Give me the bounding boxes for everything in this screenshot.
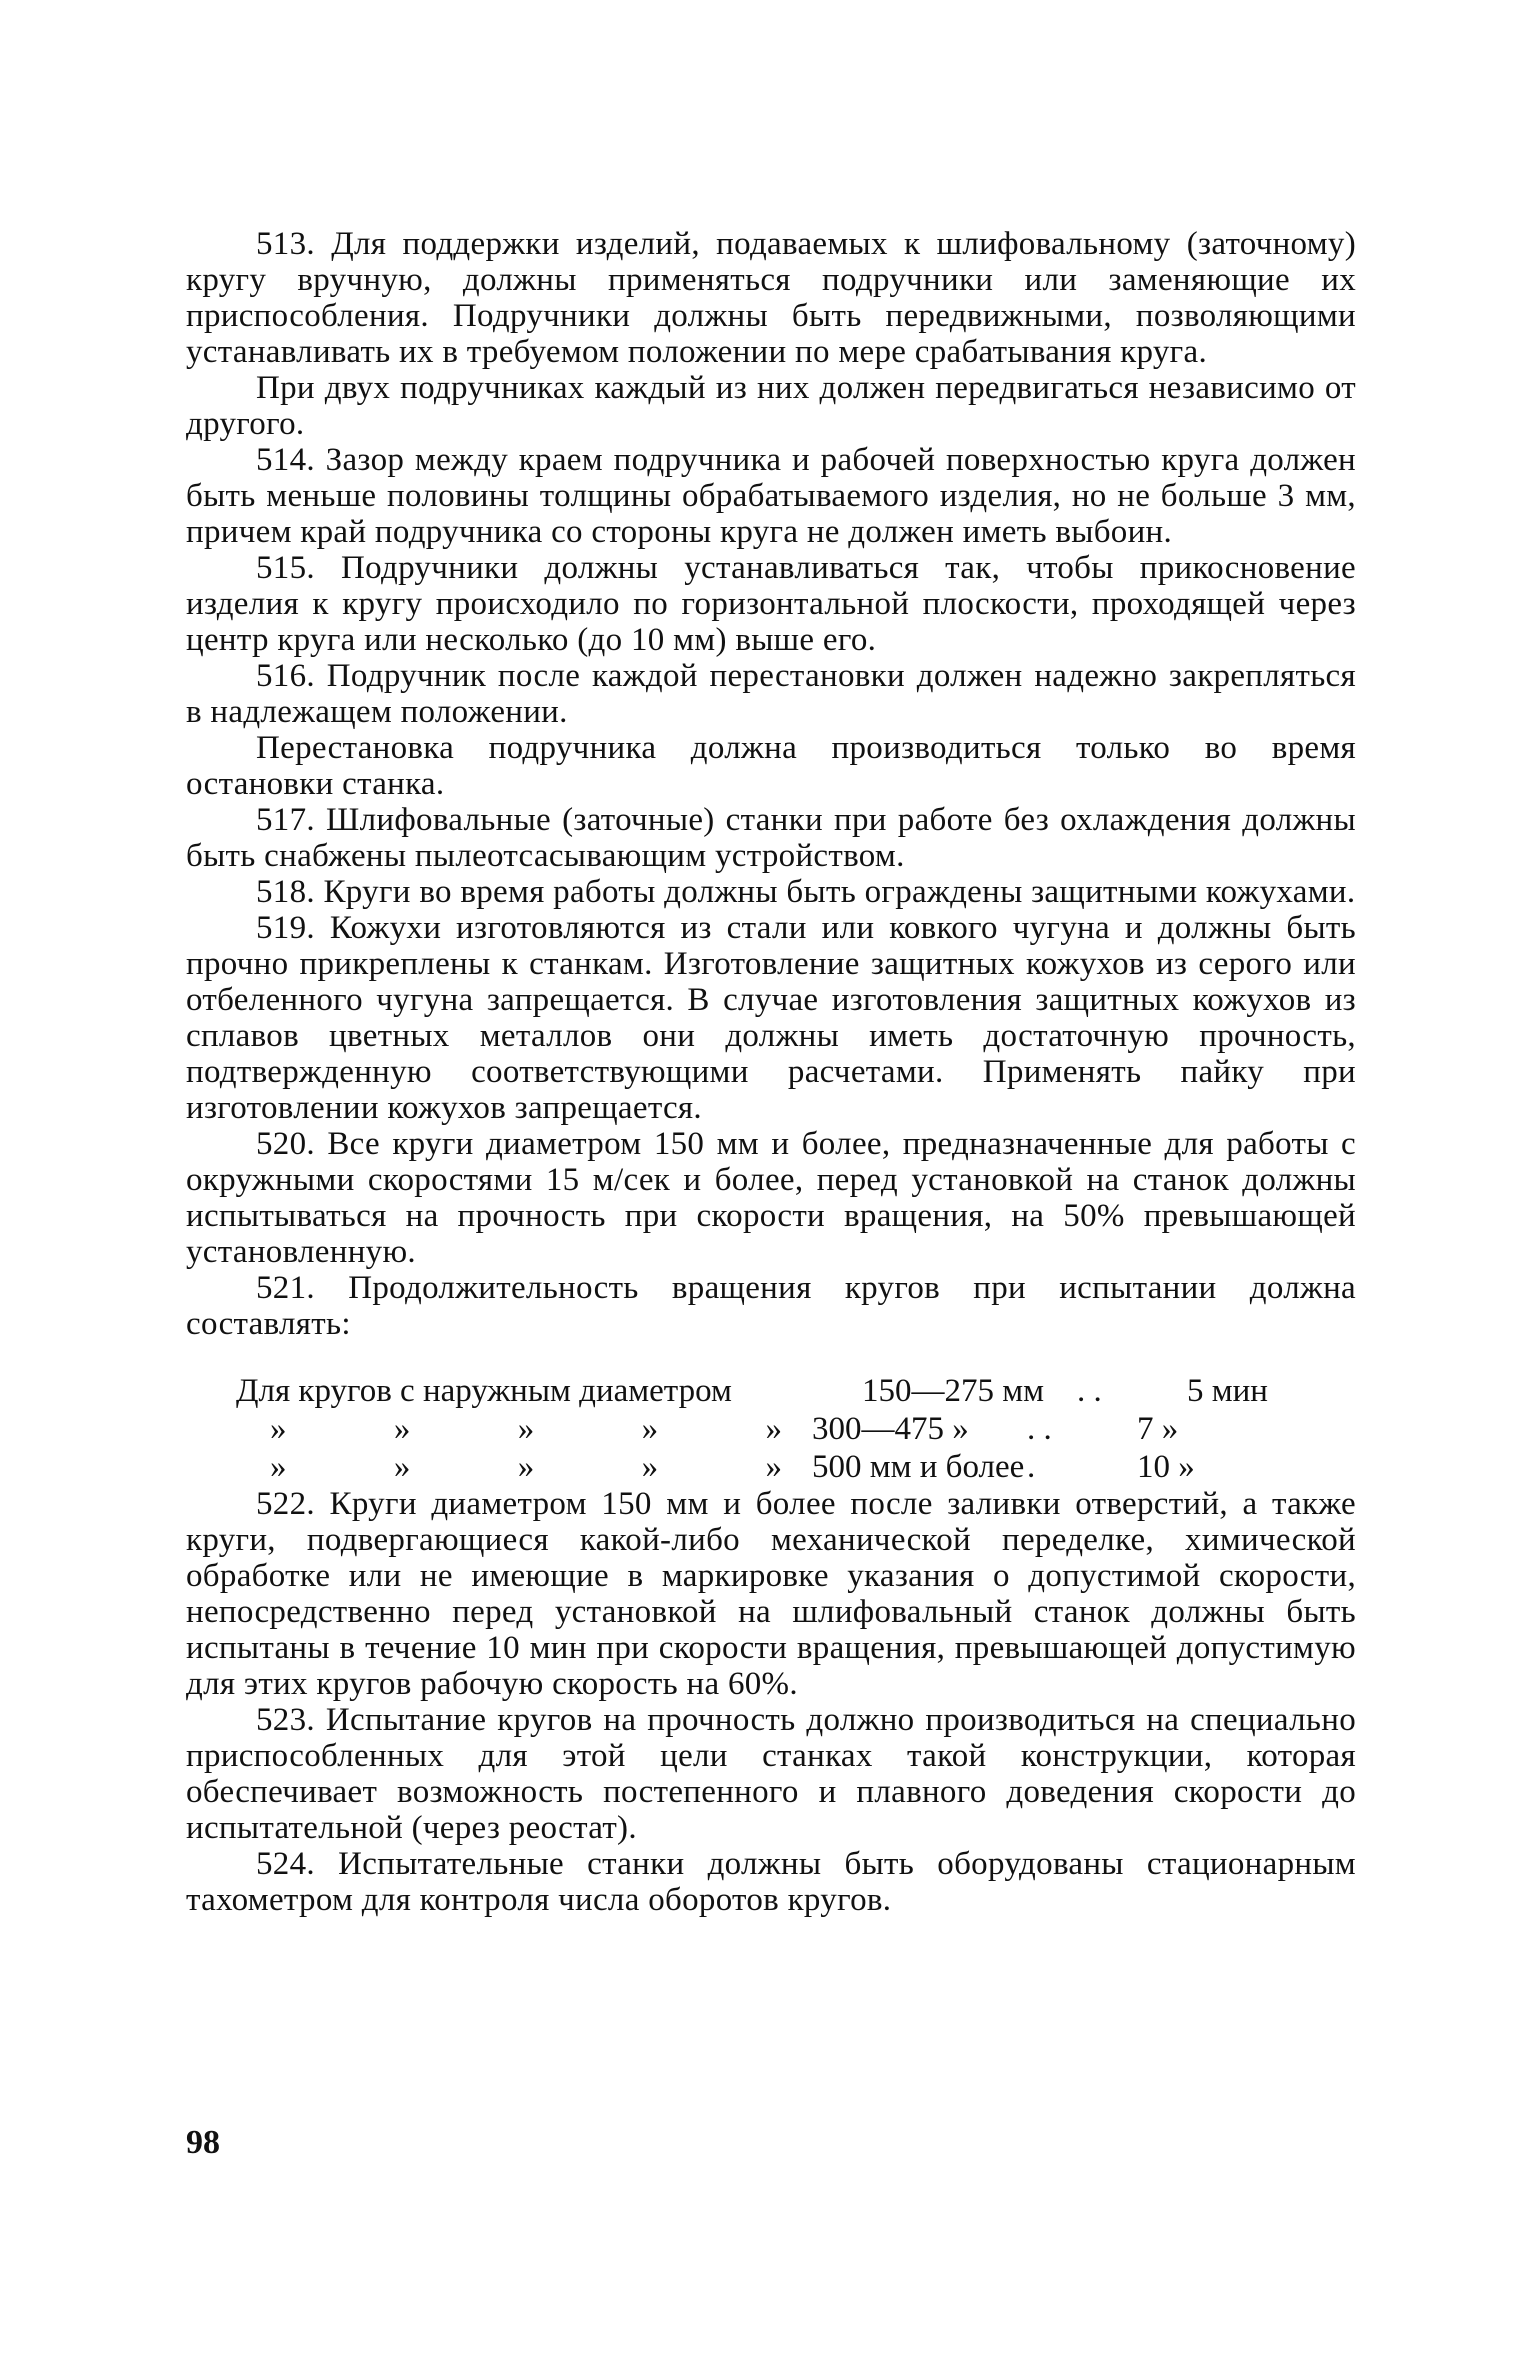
paragraph-522: 522. Круги диаметром 150 мм и более после заливки отверстий, а также круги, подвергающиеся какой-либо механической переделке, химической обработке или не имеющие в маркировке указания о допустимой скорости, непосредственно перед установкой на шлифовальный станок должны быть испытаны в течение 10 мин при скорости вращения, превышающей допустимую для этих кругов рабочую скорость на 60%. [186, 1486, 1356, 1702]
table-row [186, 1410, 1356, 1448]
paragraph-524: 524. Испытательные станки должны быть оборудованы стационарным тахометром для контроля числа оборотов кругов. [186, 1846, 1356, 1918]
ditto-mark: » [393, 1411, 411, 1447]
page-number: 98 [186, 2124, 220, 2161]
ditto-mark: » [517, 1449, 535, 1485]
row-label: Для кругов с наружным диаметром [236, 1373, 732, 1409]
table-row [186, 1448, 1356, 1486]
row-dots: . . [1027, 1411, 1052, 1447]
paragraph-518: 518. Круги во время работы должны быть ограждены защитными кожухами. [256, 874, 1356, 910]
paragraph-516-cont: Перестановка подручника должна производиться только во время остановки станка. [186, 730, 1356, 802]
ditto-mark: » [765, 1411, 782, 1447]
paragraph-523: 523. Испытание кругов на прочность должно производиться на специально приспособленных для этой цели станках такой конструкции, которая обеспечивает возможность постепенного и плавного доведения скорости до испытательной (через реостат). [186, 1702, 1356, 1846]
ditto-mark: » [765, 1449, 782, 1485]
ditto-mark: » [641, 1411, 659, 1447]
row-dots: . . [1077, 1373, 1102, 1409]
paragraph-515: 515. Подручники должны устанавливаться так, чтобы прикосновение изделия к кругу происходило по горизонтальной плоскости, проходящей через центр круга или несколько (до 10 мм) выше его. [186, 550, 1356, 658]
paragraph-520: 520. Все круги диаметром 150 мм и более, предназначенные для работы с окружными скоростями 15 м/сек и более, перед установкой на станок должны испытываться на прочность при скорости вращения, на 50% превышающей установленную. [186, 1126, 1356, 1270]
row-value: 5 мин [1187, 1373, 1268, 1409]
row-range: 500 мм и более [812, 1449, 1025, 1485]
paragraph-514: 514. Зазор между краем подручника и рабочей поверхностью круга должен быть меньше половины толщины обрабатываемого изделия, но не больше 3 мм, причем край подручника со стороны круга не должен иметь выбоин. [186, 442, 1356, 550]
paragraph-516: 516. Подручник после каждой перестановки должен надежно закрепляться в надлежащем положении. [186, 658, 1356, 730]
paragraph-519: 519. Кожухи изготовляются из стали или ковкого чугуна и должны быть прочно прикреплены к станкам. Изготовление защитных кожухов из серого или отбеленного чугуна запрещается. В случае изготовления защитных кожухов из сплавов цветных металлов они должны иметь достаточную прочность, подтвержденную соответствующими расчетами. Применять пайку при изготовлении кожухов запрещается. [186, 910, 1356, 1126]
ditto-mark: » [270, 1411, 287, 1447]
page-body [186, 226, 1356, 1918]
rotation-duration-table [186, 1372, 1356, 1486]
row-dots: . [1027, 1449, 1036, 1485]
row-value: 7 » [1137, 1411, 1179, 1447]
paragraph-513-cont: При двух подручниках каждый из них должен передвигаться независимо от другого. [186, 370, 1356, 442]
table-row [186, 1372, 1356, 1410]
paragraph-521: 521. Продолжительность вращения кругов при испытании должна составлять: [186, 1270, 1356, 1342]
paragraph-517: 517. Шлифовальные (заточные) станки при работе без охлаждения должны быть снабжены пылеотсасывающим устройством. [186, 802, 1356, 874]
ditto-mark: » [393, 1449, 411, 1485]
row-range: 300—475 » [812, 1411, 969, 1447]
ditto-mark: » [517, 1411, 535, 1447]
ditto-marks [186, 1410, 812, 1448]
ditto-mark: » [641, 1449, 659, 1485]
paragraph-513: 513. Для поддержки изделий, подаваемых к шлифовальному (заточному) кругу вручную, должны применяться подручники или заменяющие их приспособления. Подручники должны быть передвижными, позволяющими устанавливать их в требуемом положении по мере срабатывания круга. [186, 226, 1356, 370]
row-value: 10 » [1137, 1449, 1195, 1485]
ditto-marks [186, 1448, 812, 1486]
row-range: 150—275 мм [862, 1373, 1045, 1409]
ditto-mark: » [270, 1449, 287, 1485]
